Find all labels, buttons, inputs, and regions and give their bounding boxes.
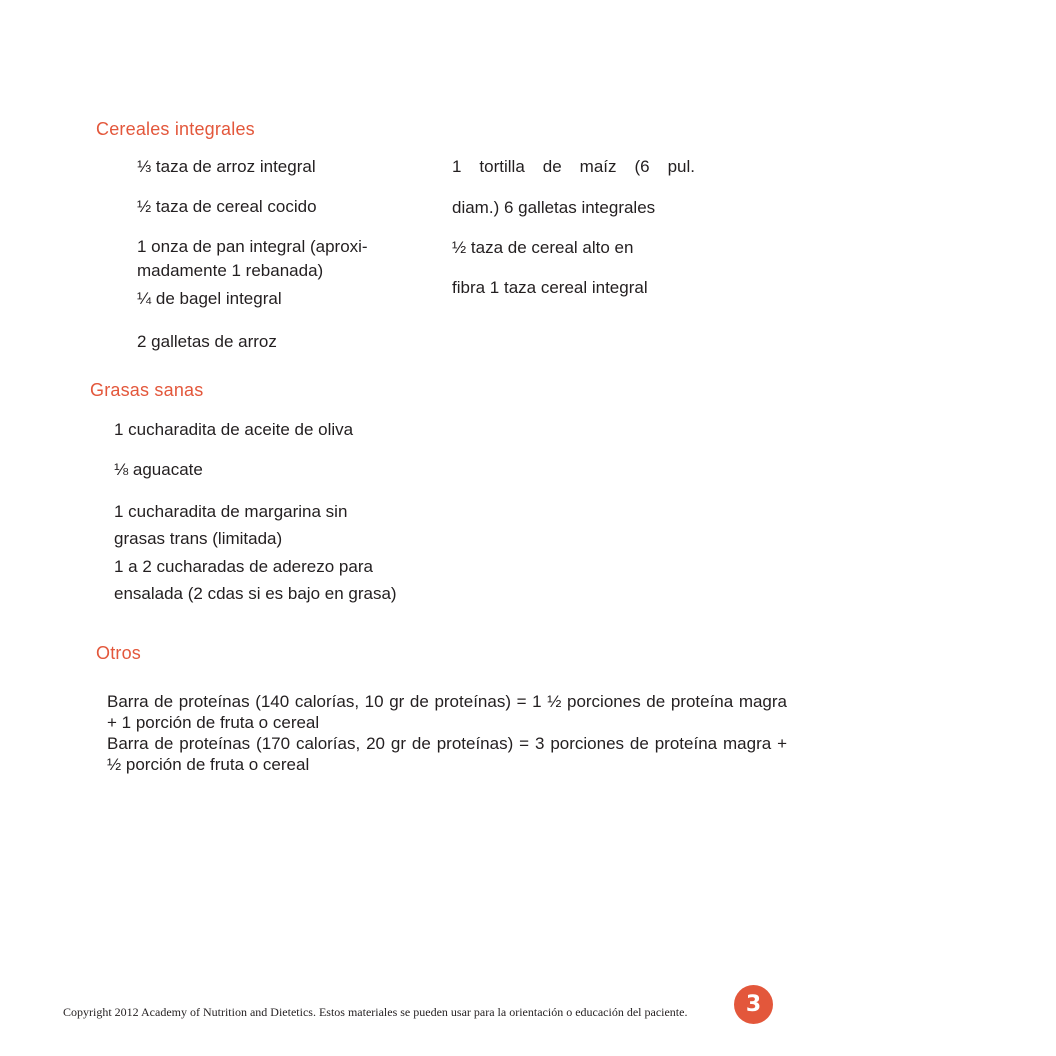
- cereal-item: madamente 1 rebanada): [137, 261, 324, 280]
- cereal-item-right: diam.) 6 galletas integrales: [452, 198, 656, 217]
- cereal-item: ⅓ taza de arroz integral: [137, 157, 316, 176]
- fat-item: 1 cucharadita de margarina sin: [114, 502, 348, 521]
- others-paragraph: Barra de proteínas (140 calorías, 10 gr de proteínas) = 1 ½ porciones de proteína magra + 1 porción de fruta o cereal: [107, 692, 787, 732]
- heading-otros: Otros: [96, 643, 142, 663]
- heading-cereales-integrales: Cereales integrales: [96, 119, 255, 139]
- fat-item: 1 cucharadita de aceite de oliva: [114, 420, 354, 439]
- cereal-item: ½ taza de cereal cocido: [137, 197, 317, 216]
- cereal-item-right: ½ taza de cereal alto en: [452, 238, 634, 257]
- cereal-item: 1 onza de pan integral (aproxi-: [137, 237, 368, 256]
- others-paragraph: Barra de proteínas (170 calorías, 20 gr de proteínas) = 3 porciones de proteína magra + ½ porción de fruta o cereal: [107, 734, 787, 774]
- fat-item: ensalada (2 cdas si es bajo en grasa): [114, 584, 397, 603]
- fat-item: grasas trans (limitada): [114, 529, 283, 548]
- fat-item: ⅛ aguacate: [114, 460, 203, 479]
- cereal-item: ¼ de bagel integral: [137, 289, 282, 308]
- copyright-notice: Copyright 2012 Academy of Nutrition and Dietetics. Estos materiales se pueden usar para la orientación o educación del paciente.: [63, 1005, 688, 1019]
- page-number-badge: 3: [734, 985, 773, 1024]
- cereal-item-right: fibra 1 taza cereal integral: [452, 278, 648, 297]
- heading-grasas-sanas: Grasas sanas: [90, 380, 204, 400]
- fat-item: 1 a 2 cucharadas de aderezo para: [114, 557, 373, 576]
- cereal-item: 2 galletas de arroz: [137, 332, 277, 351]
- cereal-item-right: 1 tortilla de maíz (6 pul.: [452, 157, 695, 176]
